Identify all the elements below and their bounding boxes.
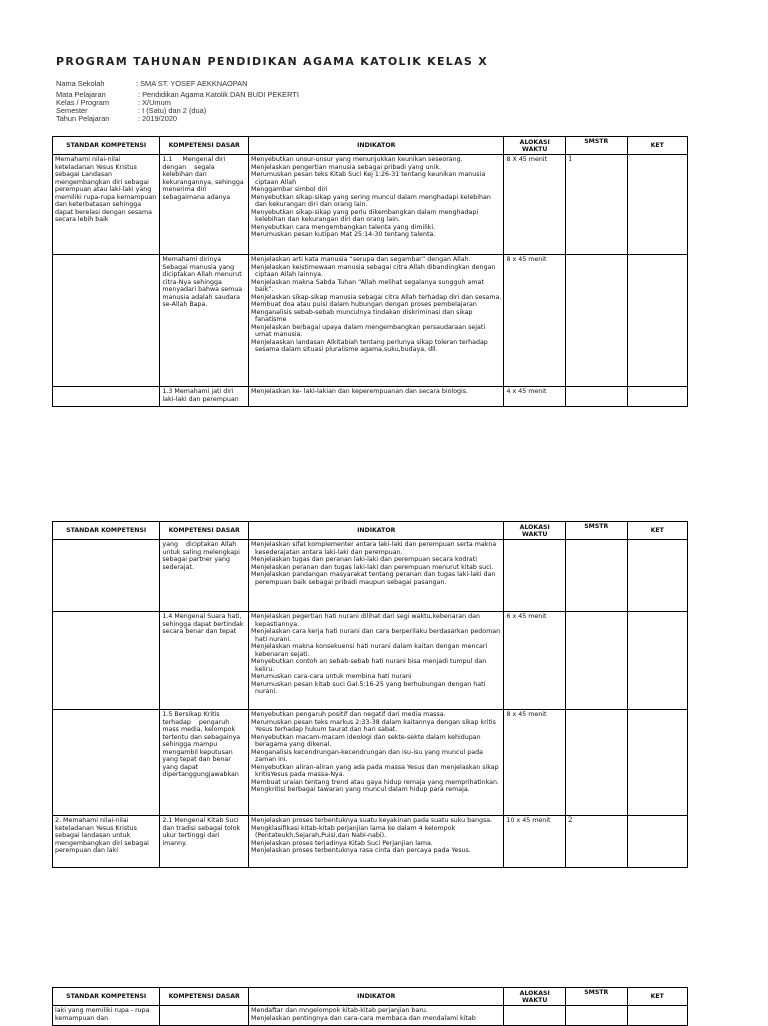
table-body <box>53 1006 688 1026</box>
cell-smstr <box>565 612 627 710</box>
program-table-3 <box>52 987 688 1026</box>
indikator-item: Menjelaskan ke- laki-lakian dan keperempuanan dan secara biologis. <box>251 388 469 395</box>
indikator-item: Menjelaskan sikap-sikap manusia sebagai citra Allah terhadap diri dan sesama. <box>251 293 502 301</box>
indikator-item: Menyebutkan sikap-sikap yang sering muncul dalam menghadapi kelebihan dan kekurangan diri dan orang lain. <box>251 193 491 208</box>
header-alokasi-waktu: ALOKASI WAKTU <box>504 522 566 540</box>
header-ket: KET <box>627 988 688 1006</box>
indikator-item: Menjelaskan makna konsekuensi hati nurani dalam kaitan dengan mencari kebenaran sejati. <box>251 643 488 658</box>
indikator-item: Menyebutkan pengaruh positif dan negatif dari media massa. <box>251 711 446 718</box>
cell-alokasi-waktu: 8 x 45 menit <box>504 255 566 387</box>
cell-smstr <box>565 710 627 816</box>
cell-alokasi-waktu: 6 x 45 menit <box>504 612 566 710</box>
cell-indikator <box>249 816 504 868</box>
header-kompetensi-dasar: KOMPETENSI DASAR <box>160 988 249 1006</box>
indikator-item: Merumuskan pesan teks Kitab Suci Kej 1:26-31 tentang keunikan manusia ciptaan Allah <box>251 171 486 186</box>
indikator-item: Membuat uraian tentang trend atau gaya hidup remaja yang memprihatinkan. <box>251 778 500 786</box>
indikator-item: Merumuskan pesan kitab suci Gal.5:16-25 yang berhubungan dengan hati nurani. <box>251 680 486 695</box>
cell-standar-kompetensi <box>53 387 160 407</box>
header-standar-kompetensi: STANDAR KOMPETENSI <box>53 137 160 155</box>
meta-value: : X/Umum <box>138 98 171 107</box>
header-alokasi-waktu: ALOKASI WAKTU <box>504 137 566 155</box>
header-ket: KET <box>627 137 688 155</box>
indikator-item: Menjelaskan cara kerja hati nurani dan cara berperilaku berdasarkan pedoman hati nurani. <box>251 628 501 643</box>
header-standar-kompetensi: STANDAR KOMPETENSI <box>53 522 160 540</box>
indikator-item: Mendaftar dan mngelompok kitab-kitab perjanjian baru. <box>251 1007 428 1014</box>
indikator-item: Menganalisis sebab-sebab munculnya tindakan diskriminasi dan sikap fanatisme <box>251 308 473 323</box>
cell-standar-kompetensi: Memahami nilai-nilai keteladanan Yesus Kristus sebagai Landasan mengembangkan diri sebagai perempuan atau laki-laki yang memiliki rupa-rupa kemampuan dan keterbatasan sehingga dapat berelasi dengan sesama secara lebih baik <box>53 155 160 255</box>
meta-value: : I (Satu) dan 2 (dua) <box>138 106 207 115</box>
cell-ket <box>627 612 688 710</box>
cell-kompetensi-dasar: 1.3 Memahami jati diri laki-laki dan perempuan <box>160 387 249 407</box>
cell-alokasi-waktu <box>504 540 566 612</box>
indikator-item: Menjelaskan proses terbentuknya suatu keyakinan pada suatu suku bangsa. <box>251 817 493 824</box>
cell-smstr <box>565 1006 627 1026</box>
indikator-item: Menganalisis kecendrungan-kecendrungan dan isu-isu yang muncul pada zaman ini. <box>251 748 483 763</box>
indikator-item: Menjelaskan pegertian hati nurani dilihat dari segi waktu,kebenaran dan kepastiannya. <box>251 613 480 628</box>
meta-row <box>56 115 177 123</box>
indikator-item: Merumuskan cara-cara untuk membina hati nurani <box>251 673 412 680</box>
cell-kompetensi-dasar: yang diciptakan Allah untuk saling melengkapi sebagai partner yang sederajat. <box>160 540 249 612</box>
cell-ket <box>627 540 688 612</box>
header-standar-kompetensi: STANDAR KOMPETENSI <box>53 988 160 1006</box>
meta-label: Semester <box>56 106 88 115</box>
table-body <box>53 540 688 868</box>
cell-kompetensi-dasar: Memahami dirinya Sebagai manusia yang diciptakan Allah menurut citra-Nya sehingga menyadari bahwa semua manusia adalah saudara se-Allah Bapa. <box>160 255 249 387</box>
header-indikator: INDIKATOR <box>249 988 504 1006</box>
cell-alokasi-waktu: 4 x 45 menit <box>504 387 566 407</box>
meta-label: Tahun Pelajaran <box>56 114 110 123</box>
cell-standar-kompetensi: 2. Memahami nilai-nilai keteladanan Yesus Kristus sebagai landasan untuk mengembangkan diri sebagai perempuan dan laki <box>53 816 160 868</box>
indikator-item: Menggambar simbol diri <box>251 186 328 193</box>
cell-kompetensi-dasar: 1.4 Mengenal Suara hati, sehingga dapat bertindak secara benar dan tepat <box>160 612 249 710</box>
indikator-item: Menyebutkan macam-macam ideologi dan sekte-sekte dalam kehidupan beragama yang dikenal. <box>251 733 481 748</box>
cell-alokasi-waktu <box>504 1006 566 1026</box>
cell-smstr: 1 <box>565 155 627 255</box>
indikator-item: Menyebutkan contoh an sebab-sebab hati nurani bisa menjadi tumpul dan keliru. <box>251 658 487 673</box>
indikator-item: Menjelaskan makna Sabda Tuhan “Allah melihat segalanya sungguh amat baik”. <box>251 278 484 293</box>
table-row <box>53 612 688 710</box>
table-header-row <box>53 988 688 1006</box>
cell-indikator <box>249 710 504 816</box>
cell-alokasi-waktu: 8 X 45 menit <box>504 155 566 255</box>
table-row <box>53 540 688 612</box>
cell-ket <box>627 155 688 255</box>
cell-standar-kompetensi: laki yang memiliki rupa - rupa kemampuan dan <box>53 1006 160 1026</box>
indikator-item: Menjelaaskan landasan Alkitabiah tentang perlunya sikap toleran terhadap sesama dalam situasi pluralisme agama,suku,budaya, dll. <box>251 338 488 353</box>
header-smstr: SMSTR <box>565 137 627 155</box>
page-title: PROGRAM TAHUNAN PENDIDIKAN AGAMA KATOLIK KELAS X <box>56 55 489 68</box>
indikator-item: Menyebutkan cara mengembangkan talenta yang dimiliki. <box>251 223 436 231</box>
meta-label: Kelas / Program <box>56 98 109 107</box>
indikator-item: Menjelaskan pandangan masyarakat tentang peranan dan tugas laki-laki dan perempuan baik sebagai pribadi maupun sebagai pasangan. <box>251 571 496 586</box>
table-row <box>53 1006 688 1026</box>
indikator-item: Menjelaskan pengertian manusia sebagai pribadi yang unik. <box>251 163 441 171</box>
cell-standar-kompetensi <box>53 540 160 612</box>
indikator-item: Merumuskan pesan teks markus 2:33-38 dalam kaitannya dengan sikap kritis Yesus terhadap hukum taurat dan hari sabat. <box>251 718 496 733</box>
header-kompetensi-dasar: KOMPETENSI DASAR <box>160 522 249 540</box>
program-table-2 <box>52 521 688 868</box>
cell-kompetensi-dasar: 2.1 Mengenal Kitab Suci dan tradisi sebagai tolok ukur tertinggi dari imanny. <box>160 816 249 868</box>
cell-kompetensi-dasar: 1.1 Mengenal diri dengan segala kelebihan dan kekurangannya, sehingga menerima diri sebagaimana adanya <box>160 155 249 255</box>
cell-indikator <box>249 612 504 710</box>
meta-school <box>56 80 247 88</box>
indikator-item: Membuat doa atau puisi dalam hubungan dengan proses pembelajaran <box>251 301 477 308</box>
indikator-item: Menjelaskan berbagai upaya dalam mengembangkan persaudaraan sejati umat manusia. <box>251 323 486 338</box>
table-row <box>53 816 688 868</box>
cell-smstr <box>565 540 627 612</box>
cell-indikator <box>249 155 504 255</box>
meta-label: Nama Sekolah <box>56 79 105 88</box>
header-smstr: SMSTR <box>565 988 627 1006</box>
cell-alokasi-waktu: 10 x 45 menit <box>504 816 566 868</box>
cell-ket <box>627 710 688 816</box>
cell-kompetensi-dasar <box>160 1006 249 1026</box>
table-body <box>53 155 688 407</box>
header-smstr: SMSTR <box>565 522 627 540</box>
cell-indikator <box>249 255 504 387</box>
meta-value: : 2019/2020 <box>138 114 178 123</box>
indikator-item: Menjelaskan tugas dan peranan laki-laki dan perempuan secara kodrati <box>251 556 477 563</box>
table-header-row <box>53 137 688 155</box>
cell-kompetensi-dasar: 1.5 Bersikap Kritis terhadap pengaruh mass media, kelompok tertentu dan sebagainya sehingga mampu mengambil keputusan yang tepat dan benar yang dapat dipertanggungjawabkan <box>160 710 249 816</box>
indikator-item: Mengklasifikasi kitab-kitab perjanjian lama ke dalam 4 kelompok (Pentateukh,Sejarah,Puisi,dan Nabi-nabi). <box>251 824 456 839</box>
indikator-item: Menjelaskan proses terbentuknya rasa cinta dan percaya pada Yesus. <box>251 847 471 854</box>
indikator-item: Menjelaskan peranan dan tugas laki-laki dan perempuan menurut kitab suci. <box>251 563 494 571</box>
cell-alokasi-waktu: 8 x 45 menit <box>504 710 566 816</box>
indikator-item: Menjelaskan pentingnya dan cara-cara membaca dan mendalami kitab <box>251 1014 476 1022</box>
meta-value: : SMA ST. YOSEF AEKKNAOPAN <box>136 79 248 88</box>
cell-smstr: 2 <box>565 816 627 868</box>
cell-standar-kompetensi <box>53 710 160 816</box>
indikator-item: Menjelaskan keistimewaan manusia sebagai citra Allah dibandingkan dengan ciptaan Allah lainnya. <box>251 263 496 278</box>
cell-indikator <box>249 387 504 407</box>
cell-ket <box>627 387 688 407</box>
table-header-row <box>53 522 688 540</box>
header-indikator: INDIKATOR <box>249 137 504 155</box>
indikator-item: Menyebutkan aliran-aliran yang ada pada massa Yesus dan menjelaskan sikap kritisYesus pada massa-Nya. <box>251 763 499 778</box>
table-row <box>53 155 688 255</box>
indikator-item: Mengkritisi berbagai tawaran yang muncul dalam hidup para remaja. <box>251 786 470 793</box>
indikator-item: Menyebutkan unsur-unsur yang menunjukkan keunikan seseorang. <box>251 156 463 163</box>
cell-smstr <box>565 387 627 407</box>
meta-label: Mata Pelajaran <box>56 90 106 99</box>
cell-ket <box>627 816 688 868</box>
cell-indikator <box>249 540 504 612</box>
indikator-item: Menyebutkan sikap-sikap yang perlu dikembangkan dalam menghadapi kelebihan dan kekurangan diri dan orang lain. <box>251 208 479 223</box>
indikator-item: Menjelaskan proses terjadinya Kitab Suci Perjanjian lama. <box>251 839 433 847</box>
cell-indikator <box>249 1006 504 1026</box>
indikator-item: Merumuskan pesan kutipan Mat 25:14-30 tentang talenta. <box>251 231 436 238</box>
table-row <box>53 387 688 407</box>
cell-ket <box>627 1006 688 1026</box>
table-row <box>53 255 688 387</box>
cell-ket <box>627 255 688 387</box>
table-row <box>53 710 688 816</box>
cell-standar-kompetensi <box>53 255 160 387</box>
header-alokasi-waktu: ALOKASI WAKTU <box>504 988 566 1006</box>
indikator-item: Menjelaskan sifat komplementer antara laki-laki dan perempuan serta makna kesederajatan antara laki-laki dan perempuan. <box>251 541 497 556</box>
meta-value: : Pendidikan Agama Katolik DAN BUDI PEKERTI <box>138 90 299 99</box>
header-indikator: INDIKATOR <box>249 522 504 540</box>
header-kompetensi-dasar: KOMPETENSI DASAR <box>160 137 249 155</box>
header-ket: KET <box>627 522 688 540</box>
indikator-item: Menjelaskan arti kata manusia “serupa dan segambar” dengan Allah. <box>251 256 471 263</box>
cell-smstr <box>565 255 627 387</box>
cell-standar-kompetensi <box>53 612 160 710</box>
program-table-1 <box>52 136 688 407</box>
